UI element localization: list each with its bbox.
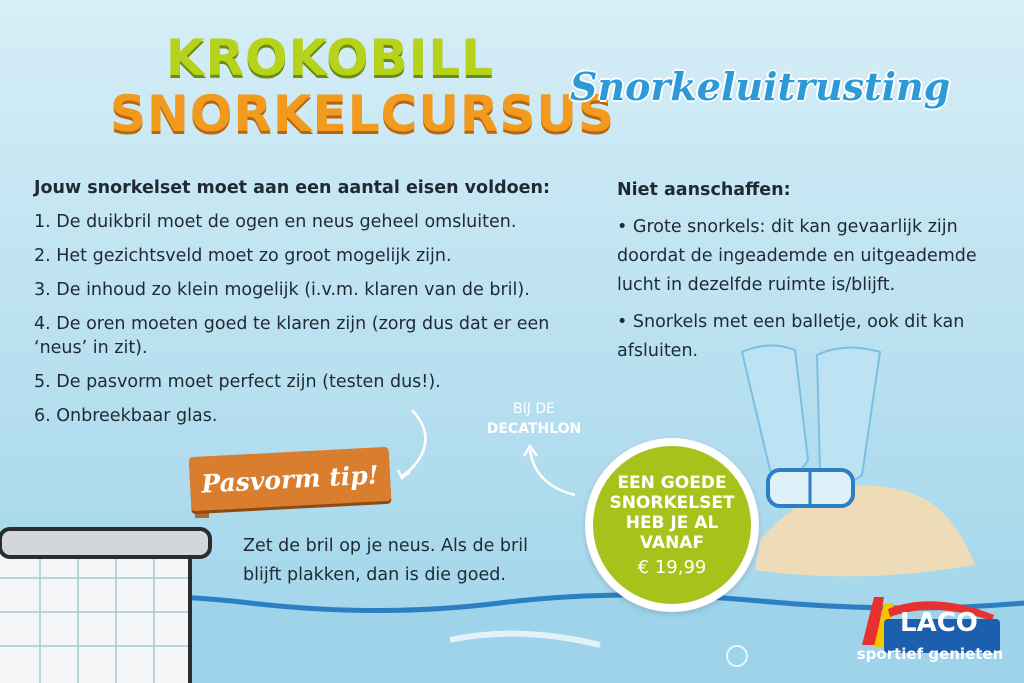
list-item: 5. De pasvorm moet perfect zijn (testen dus!).: [34, 372, 441, 392]
title-line2: SNORKELCURSUS: [110, 85, 616, 143]
list-item: • Grote snorkels: dit kan gevaarlijk zijn doordat de ingeademde en uitgeademde lucht in dezelfde ruimte is/blijft.: [617, 217, 977, 295]
store-label: [478, 399, 590, 439]
store-line1: BIJ DE: [513, 401, 555, 417]
offer-text: EEN GOEDE SNORKELSET HEB JE AL VANAF: [609, 472, 735, 553]
do-not-buy-list: [617, 176, 997, 374]
store-line2: DECATHLON: [486, 421, 582, 437]
tip-sign: [189, 447, 392, 511]
list-item: 6. Onbreekbaar glas.: [34, 406, 218, 426]
main-title: [110, 29, 616, 143]
list-item: 3. De inhoud zo klein mogelijk (i.v.m. klaren van de bril).: [34, 280, 530, 300]
offer-price: € 19,99: [637, 556, 707, 578]
tip-text: Zet de bril op je neus. Als de bril blijft plakken, dan is die goed.: [243, 536, 528, 585]
offer-badge: [585, 438, 759, 612]
list-item: 4. De oren moeten goed te klaren zijn (zorg dus dat er een ‘neus’ in zit).: [34, 314, 550, 358]
diving-mask-icon: [768, 470, 853, 506]
tip-sign-label: Pasvorm tip!: [200, 459, 380, 499]
logo-tagline: sportief genieten: [856, 645, 1004, 663]
title-line1: KROKOBILL: [165, 29, 495, 87]
logo-brand: LACO: [900, 608, 978, 638]
requirements-heading: Jouw snorkelset moet aan een aantal eisen voldoen:: [34, 178, 550, 198]
list-item: 2. Het gezichtsveld moet zo groot mogelijk zijn.: [34, 246, 452, 266]
list-item: • Snorkels met een balletje, ook dit kan afsluiten.: [617, 312, 965, 361]
subtitle: Snorkeluitrusting: [570, 64, 951, 109]
list-item: 1. De duikbril moet de ogen en neus geheel omsluiten.: [34, 212, 517, 232]
do-not-buy-heading: Niet aanschaffen:: [617, 180, 791, 200]
pool-wall: [0, 529, 210, 683]
